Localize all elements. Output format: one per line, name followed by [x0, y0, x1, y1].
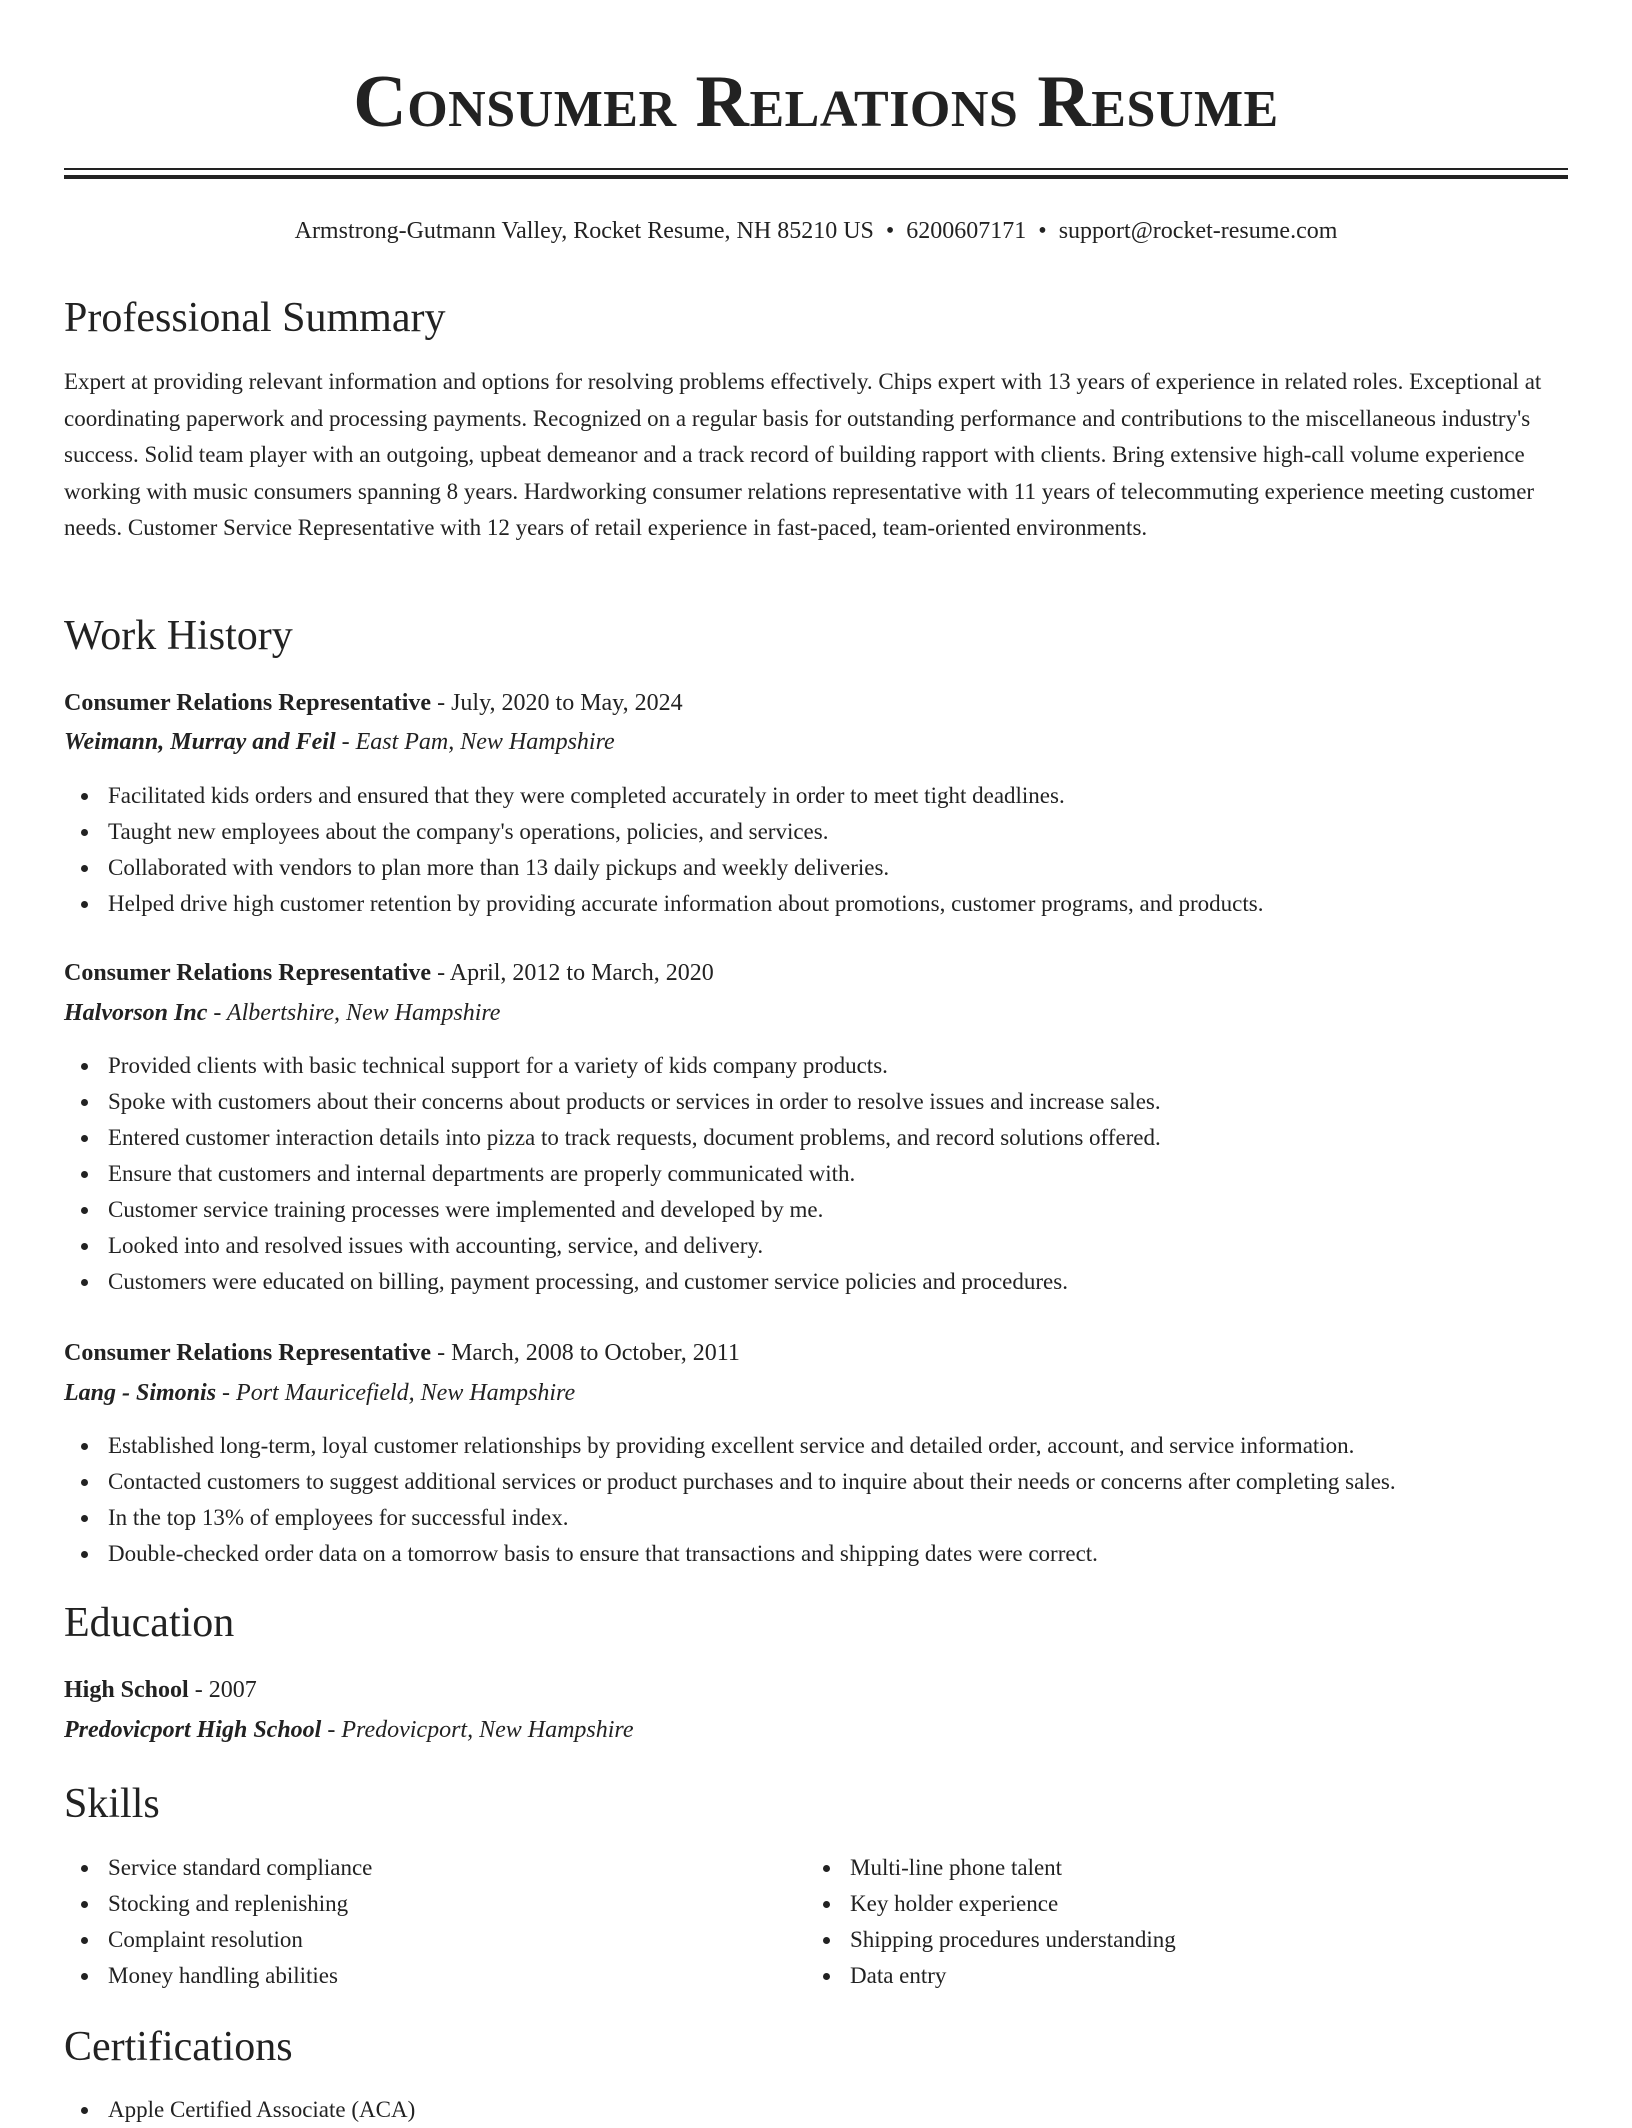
job-duty: Contacted customers to suggest additional services or product purchases and to inquire about their needs or concerns after completing sales. — [64, 1464, 1568, 1500]
skill-item: Data entry — [806, 1958, 1506, 1994]
employer-location: - Albertshire, New Hampshire — [207, 1000, 501, 1026]
contact-address: Armstrong-Gutmann Valley, Rocket Resume, NH 85210 US — [294, 218, 874, 244]
job-duty: Ensure that customers and internal departments are properly communicated with. — [64, 1156, 1568, 1192]
job-duty: Customers were educated on billing, payment processing, and customer service policies and procedures. — [64, 1264, 1568, 1300]
job-duties-list — [64, 1048, 1568, 1300]
contact-line — [64, 216, 1568, 246]
job-duty: Helped drive high customer retention by providing accurate information about promotions, customer programs, and products. — [64, 886, 1568, 922]
job-duties-list — [64, 1428, 1568, 1572]
job-title-line — [64, 687, 683, 719]
employer-name: Halvorson Inc — [64, 1000, 208, 1026]
skill-item: Stocking and replenishing — [64, 1886, 764, 1922]
certifications-list — [64, 2092, 1568, 2128]
resume-title: Consumer Relations Resume — [353, 61, 1279, 143]
summary-text: Expert at providing relevant information and options for resolving problems effectively. Chips expert with 13 years of experience in related roles. Exceptional at coordinating paperwork and processing payments. Recognized on a regular basis for outstanding performance and contributions to the miscellaneous industry's success. Solid team player with an outgoing, upbeat demeanor and a track record of building rapport with clients. Bring extensive high-call volume experience working with music consumers spanning 8 years. Hardworking consumer relations representative with 11 years of telecommuting experience meeting customer needs. Customer Service Representative with 12 years of retail experience in fast-paced, team-oriented environments. — [64, 369, 1542, 540]
job-duty: Provided clients with basic technical support for a variety of kids company products. — [64, 1048, 1568, 1084]
job-duty: Established long-term, loyal customer relationships by providing excellent service and detailed order, account, and service information. — [64, 1428, 1568, 1464]
job-duty: Collaborated with vendors to plan more than 13 daily pickups and weekly deliveries. — [64, 850, 1568, 886]
skill-item: Multi-line phone talent — [806, 1850, 1506, 1886]
job-dates: - March, 2008 to October, 2011 — [431, 1340, 740, 1366]
job-duty: Looked into and resolved issues with accounting, service, and delivery. — [64, 1228, 1568, 1264]
skill-item: Shipping procedures understanding — [806, 1922, 1506, 1958]
graduation-year: - 2007 — [188, 1677, 257, 1703]
title-divider-thick — [64, 175, 1568, 179]
employer-line — [64, 1377, 575, 1409]
skills-list-right — [806, 1850, 1506, 1994]
job-title: Consumer Relations Representative — [64, 960, 432, 986]
job-duty: Facilitated kids orders and ensured that they were completed accurately in order to meet tight deadlines. — [64, 778, 1568, 814]
certifications-heading: Certifications — [64, 2024, 293, 2070]
contact-separator: • — [1038, 218, 1047, 244]
job-title-line — [64, 1337, 740, 1369]
employer-line — [64, 726, 615, 758]
degree: High School — [64, 1677, 189, 1703]
job-duty: In the top 13% of employees for successful index. — [64, 1500, 1568, 1536]
job-duty: Spoke with customers about their concerns about products or services in order to resolve issues and increase sales. — [64, 1084, 1568, 1120]
degree-line — [64, 1674, 257, 1706]
education-heading: Education — [64, 1600, 235, 1646]
summary-heading: Professional Summary — [64, 295, 446, 341]
contact-phone: 6200607171 — [906, 218, 1027, 244]
skill-item: Complaint resolution — [64, 1922, 764, 1958]
job-duty: Customer service training processes were implemented and developed by me. — [64, 1192, 1568, 1228]
work-history-heading: Work History — [64, 613, 293, 659]
skills-heading: Skills — [64, 1781, 160, 1827]
title-divider-thin — [64, 168, 1568, 170]
school-line — [64, 1714, 634, 1746]
school-name: Predovicport High School — [64, 1717, 322, 1743]
skill-item: Key holder experience — [806, 1886, 1506, 1922]
skill-item: Money handling abilities — [64, 1958, 764, 1994]
job-title: Consumer Relations Representative — [64, 690, 432, 716]
school-location: - Predovicport, New Hampshire — [321, 1717, 634, 1743]
job-duty: Entered customer interaction details into pizza to track requests, document problems, and record solutions offered. — [64, 1120, 1568, 1156]
resume-page — [64, 0, 1568, 2122]
skill-item: Service standard compliance — [64, 1850, 764, 1886]
job-dates: - July, 2020 to May, 2024 — [431, 690, 683, 716]
job-title-line — [64, 957, 714, 989]
contact-separator: • — [885, 218, 895, 244]
skills-list-left — [64, 1850, 764, 1994]
employer-name: Lang - Simonis — [64, 1380, 217, 1406]
job-title: Consumer Relations Representative — [64, 1340, 432, 1366]
employer-line — [64, 997, 500, 1029]
job-duty: Double-checked order data on a tomorrow basis to ensure that transactions and shipping dates were correct. — [64, 1536, 1568, 1572]
employer-name: Weimann, Murray and Feil — [64, 729, 336, 755]
job-duty: Taught new employees about the company's operations, policies, and services. — [64, 814, 1568, 850]
certification-item: Apple Certified Associate (ACA) — [64, 2092, 1568, 2128]
employer-location: - East Pam, New Hampshire — [335, 729, 615, 755]
job-dates: - April, 2012 to March, 2020 — [431, 960, 714, 986]
job-duties-list — [64, 778, 1568, 922]
employer-location: - Port Mauricefield, New Hampshire — [216, 1380, 576, 1406]
contact-email[interactable]: support@rocket-resume.com — [1058, 218, 1338, 244]
